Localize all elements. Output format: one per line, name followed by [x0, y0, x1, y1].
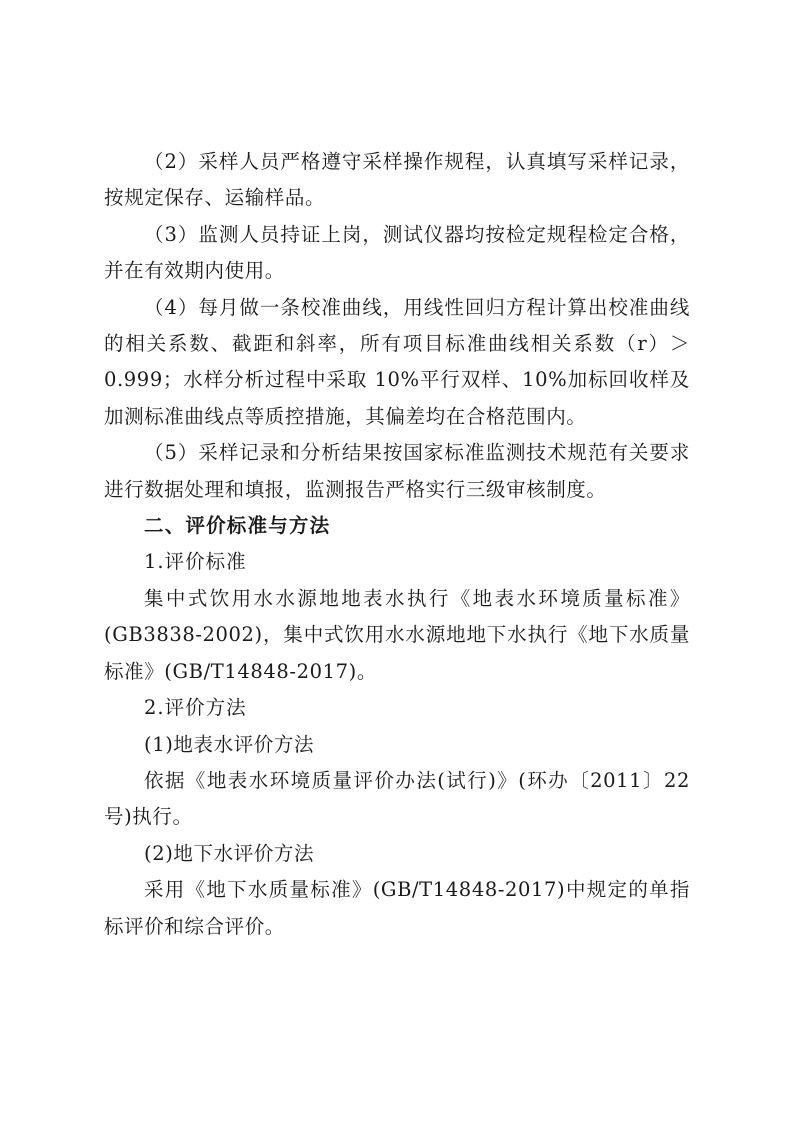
item-surface-water-heading: (1)地表水评价方法 — [144, 732, 315, 756]
paragraph-standards: 集中式饮用水水源地地表水执行《地表水环境质量标准》(GB3838-2002)，集中式饮用水水源地地下水执行《地下水质量标准》(GB/T14848-2017)。 — [104, 586, 690, 683]
paragraph-records: （5）采样记录和分析结果按国家标准监测技术规范有关要求进行数据处理和填报，监测报告严格实行三级审核制度。 — [104, 441, 690, 501]
paragraph-surface-water: 依据《地表水环境质量评价办法(试行)》(环办〔2011〕22号)执行。 — [104, 768, 690, 829]
item-groundwater-heading: (2)地下水评价方法 — [144, 841, 315, 865]
subheading-methods: 2.评价方法 — [144, 696, 247, 720]
paragraph-monitoring-staff: （3）监测人员持证上岗，测试仪器均按检定规程检定合格，并在有效期内使用。 — [104, 222, 690, 283]
document-body — [104, 144, 690, 945]
paragraph-sampling: （2）采样人员严格遵守采样操作规程，认真填写采样记录，按规定保存、运输样品。 — [104, 150, 690, 210]
section-heading: 二、评价标准与方法 — [144, 514, 331, 538]
paragraph-calibration: （4）每月做一条校准曲线，用线性回归方程计算出校准曲线的相关系数、截距和斜率，所有项目标准曲线相关系数（r）＞0.999；水样分析过程中采取 10%平行双样、10%加标回收样及加测标准曲线点等质控措施，其偏差均在合格范围内。 — [104, 295, 690, 428]
subheading-standards: 1.评价标准 — [144, 550, 247, 574]
paragraph-groundwater: 采用《地下水质量标准》(GB/T14848-2017)中规定的单指标评价和综合评价。 — [104, 878, 690, 938]
